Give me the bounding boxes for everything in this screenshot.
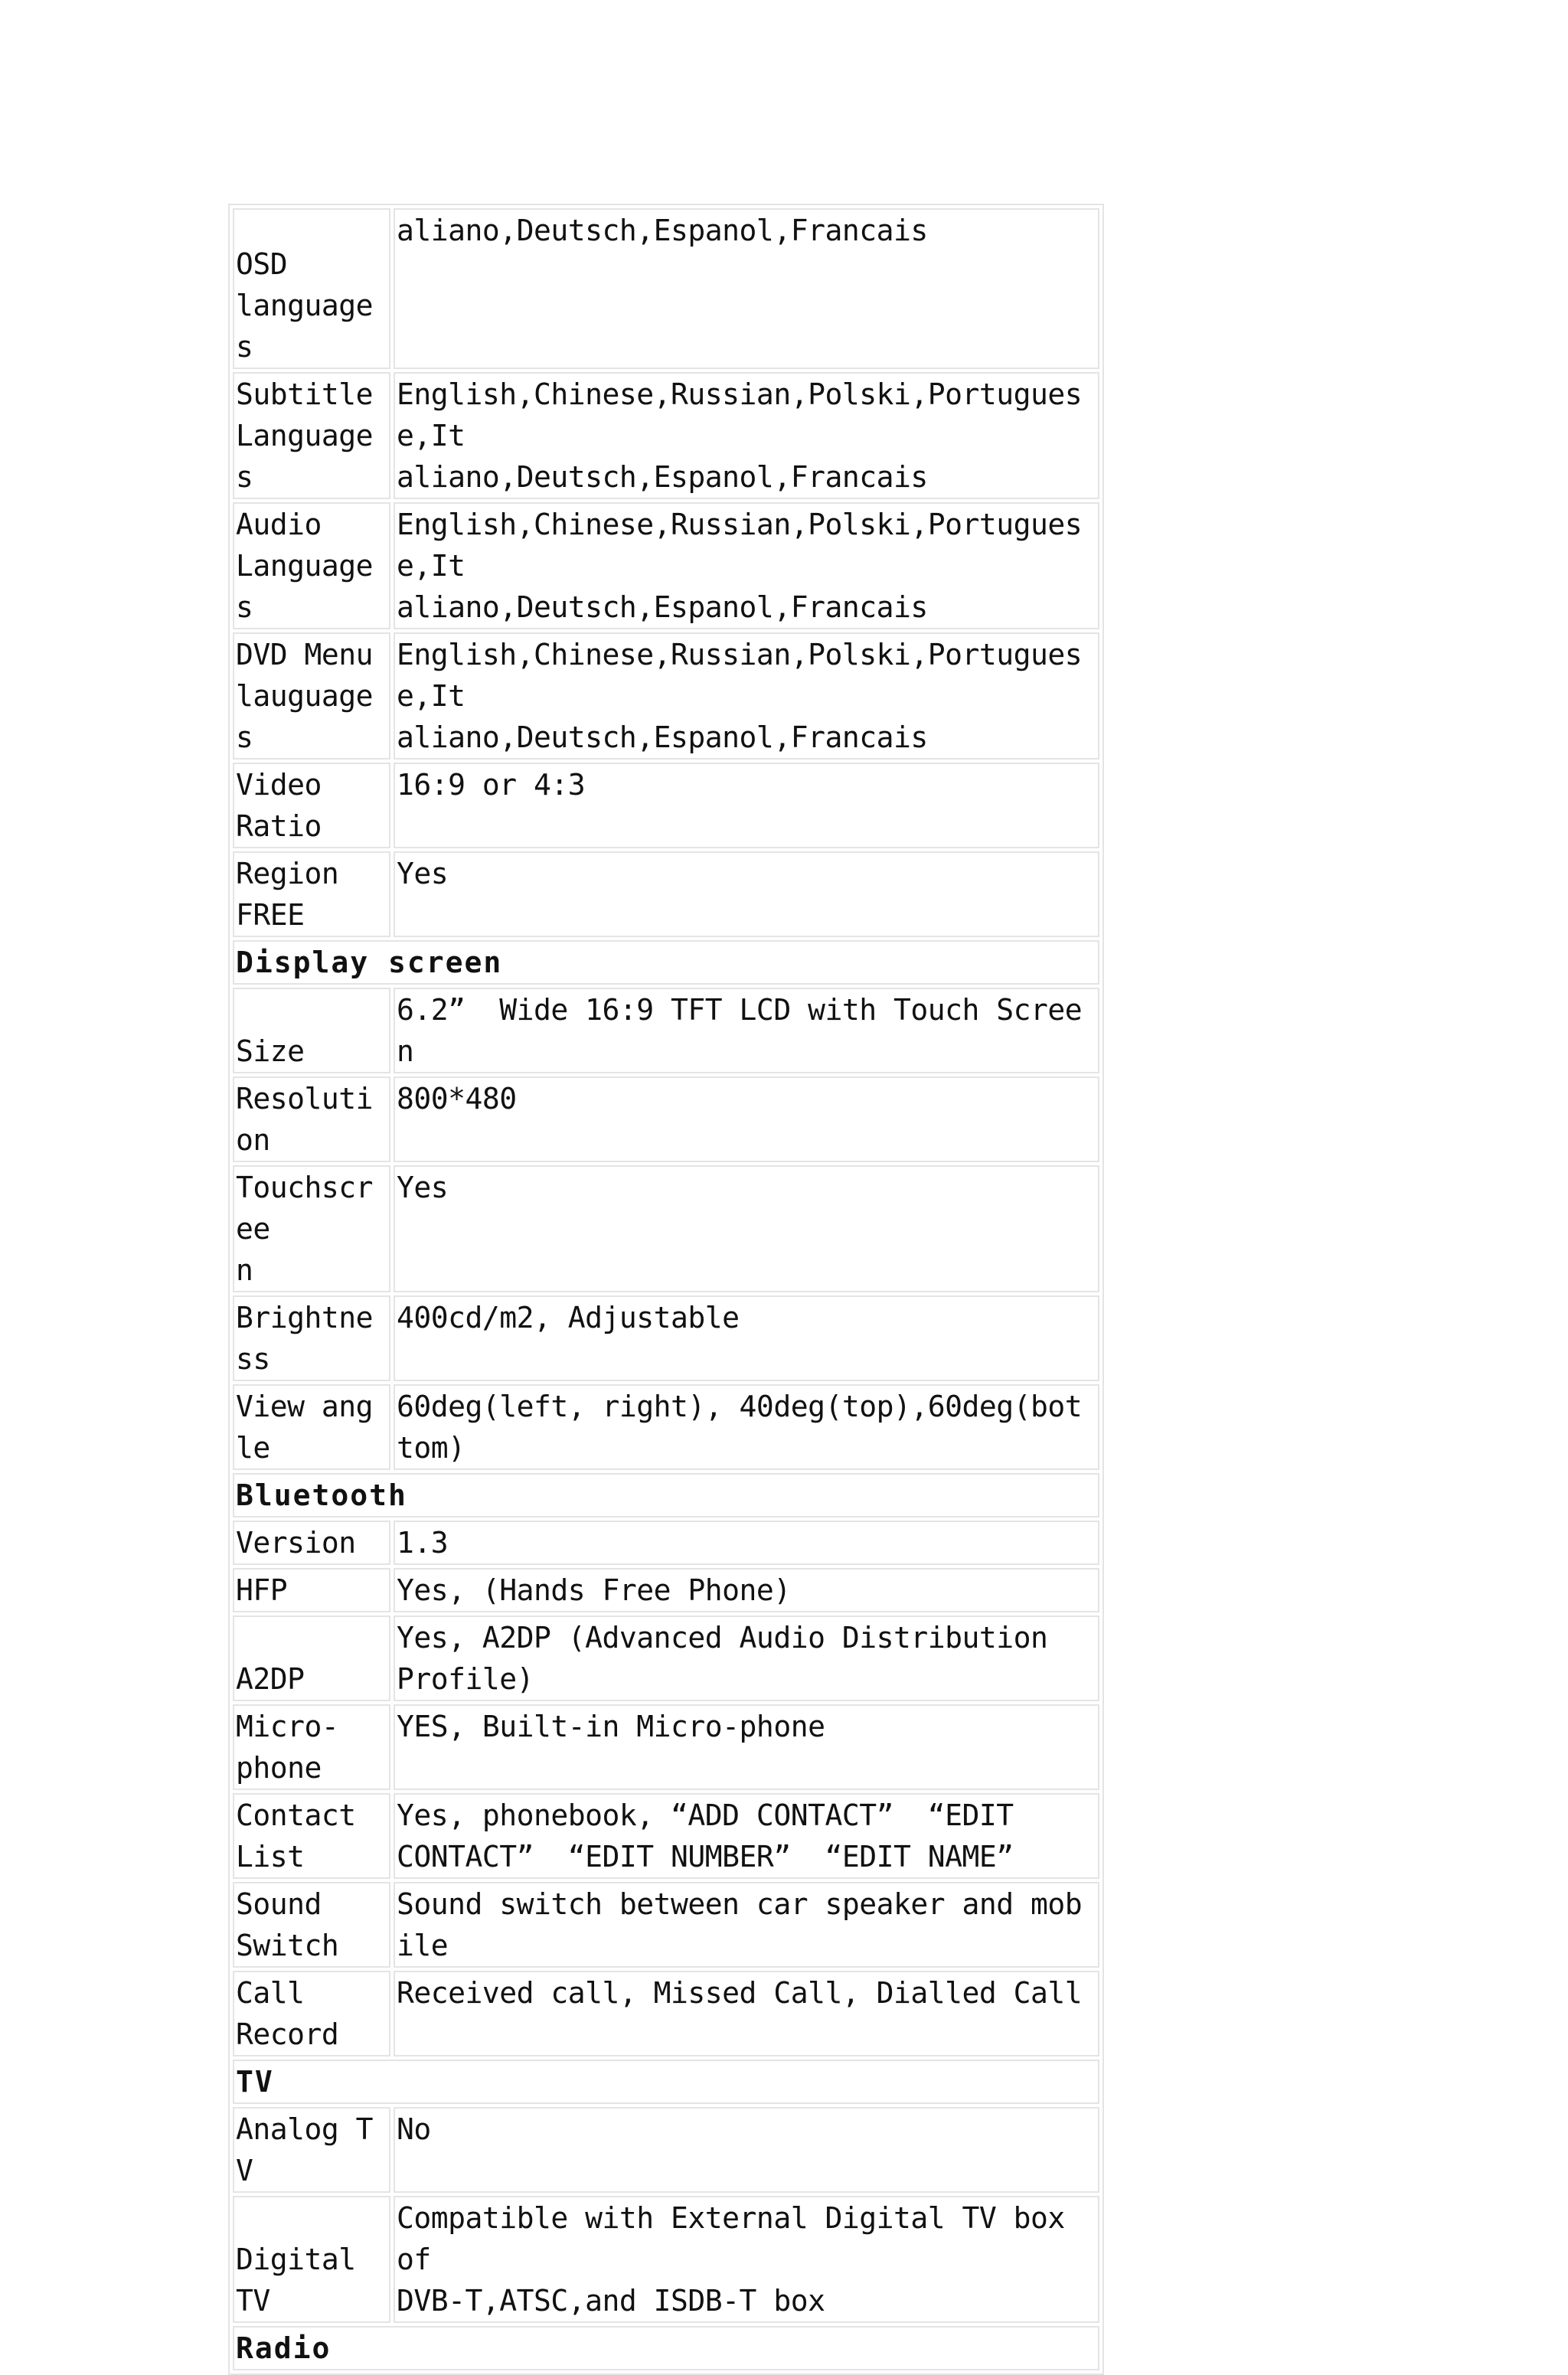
spec-value: Yes [394,851,1099,937]
spec-row [233,763,1099,848]
spec-value: English,Chinese,Russian,Polski,Portuguese,It aliano,Deutsch,Espanol,Francais [394,502,1099,629]
spec-label: Brightness [233,1295,390,1381]
spec-value: 60deg(left, right), 40deg(top),60deg(bottom) [394,1384,1099,1470]
spec-value: English,Chinese,Russian,Polski,Portuguese,It aliano,Deutsch,Espanol,Francais [394,632,1099,760]
spec-label: Subtitle Languages [233,372,390,499]
section-row [233,2326,1099,2370]
spec-value: 400cd/m2, Adjustable [394,1295,1099,1381]
spec-row [233,632,1099,760]
spec-label: View angle [233,1384,390,1470]
spec-value: 6.2” Wide 16:9 TFT LCD with Touch Screen [394,988,1099,1073]
spec-label: Sound Switch [233,1882,390,1968]
spec-row [233,1704,1099,1790]
spec-row [233,2196,1099,2323]
section-heading: TV [233,2060,1099,2104]
spec-label: Analog TV [233,2107,390,2193]
spec-value: No [394,2107,1099,2193]
spec-value: 16:9 or 4:3 [394,763,1099,848]
section-row [233,1473,1099,1517]
spec-row [233,1971,1099,2056]
section-heading: Bluetooth [233,1473,1099,1517]
spec-row [233,851,1099,937]
spec-label: Micro- phone [233,1704,390,1790]
section-row [233,940,1099,985]
spec-table [228,204,1104,2375]
spec-value: Compatible with External Digital TV box of DVB-T,ATSC,and ISDB-T box [394,2196,1099,2323]
spec-row [233,1521,1099,1565]
spec-row [233,1615,1099,1701]
spec-value: Received call, Missed Call, Dialled Call [394,1971,1099,2056]
spec-value: YES, Built-in Micro-phone [394,1704,1099,1790]
spec-row [233,1295,1099,1381]
section-heading: Display screen [233,940,1099,985]
spec-value: Yes [394,1165,1099,1292]
spec-row [233,372,1099,499]
spec-value: Sound switch between car speaker and mobile [394,1882,1099,1968]
spec-value: 800*480 [394,1076,1099,1162]
spec-row [233,2107,1099,2193]
spec-value: Yes, (Hands Free Phone) [394,1568,1099,1612]
spec-row [233,1882,1099,1968]
section-heading: Radio [233,2326,1099,2370]
spec-label: Size [233,988,390,1073]
spec-row [233,1165,1099,1292]
spec-value: English,Chinese,Russian,Polski,Portuguese,It aliano,Deutsch,Espanol,Francais [394,372,1099,499]
spec-label: Resolution [233,1076,390,1162]
spec-label: Call Record [233,1971,390,2056]
spec-label: Touchscree n [233,1165,390,1292]
spec-table-body [233,208,1099,2370]
spec-label: Region FREE [233,851,390,937]
spec-value: Yes, A2DP (Advanced Audio Distribution Profile) [394,1615,1099,1701]
section-row [233,2060,1099,2104]
spec-label: Version [233,1521,390,1565]
spec-label: Contact List [233,1793,390,1879]
spec-label: Video Ratio [233,763,390,848]
spec-row [233,1076,1099,1162]
spec-row [233,208,1099,369]
spec-row [233,502,1099,629]
spec-row [233,1384,1099,1470]
spec-row [233,988,1099,1073]
spec-value: Yes, phonebook, “ADD CONTACT” “EDIT CONTACT” “EDIT NUMBER” “EDIT NAME” [394,1793,1099,1879]
spec-label: A2DP [233,1615,390,1701]
spec-label: OSD languages [233,208,390,369]
spec-label: Audio Languages [233,502,390,629]
spec-row [233,1568,1099,1612]
spec-value: aliano,Deutsch,Espanol,Francais [394,208,1099,369]
spec-value: 1.3 [394,1521,1099,1565]
spec-label: HFP [233,1568,390,1612]
spec-label: DVD Menu lauguages [233,632,390,760]
spec-row [233,1793,1099,1879]
spec-label: Digital TV [233,2196,390,2323]
